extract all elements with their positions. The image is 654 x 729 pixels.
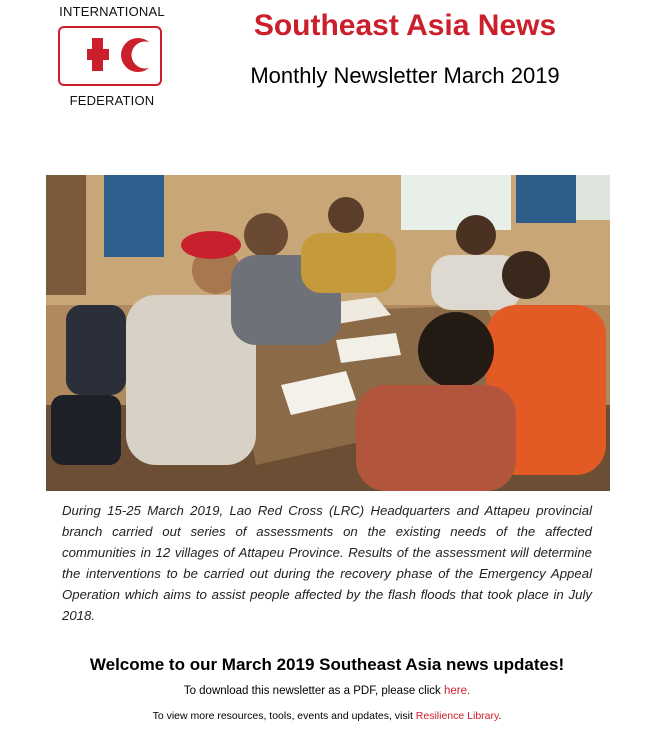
welcome-heading: Welcome to our March 2019 Southeast Asia news updates! bbox=[89, 655, 565, 674]
meeting-photo bbox=[46, 175, 610, 491]
download-pdf-link[interactable]: here. bbox=[443, 685, 471, 697]
logo-bottom-text: FEDERATION bbox=[69, 93, 155, 108]
newsletter-subtitle: Monthly Newsletter March 2019 bbox=[250, 63, 560, 88]
red-cross-crescent-icon bbox=[58, 26, 162, 86]
resilience-library-link[interactable]: Resilience Library bbox=[415, 710, 499, 722]
newsletter-title: Southeast Asia News bbox=[253, 9, 557, 42]
resources-text: To view more resources, tools, events and updates, visit bbox=[152, 710, 416, 722]
resources-suffix: . bbox=[498, 710, 502, 722]
download-text: To download this newsletter as a PDF, please click bbox=[183, 685, 444, 697]
logo-top-text: INTERNATIONAL bbox=[59, 4, 165, 19]
photo-caption: During 15-25 March 2019, Lao Red Cross (LRC) Headquarters and Attapeu provincial branch carried out series of assessments on the existing needs of the affected communities in 12 villages of Attapeu Province. Results of the assessment will determine the interventions to be carried out during the recovery phase of the Emergency Appeal Operation which aims to assist people affected by the flash floods that took place in July 2018. bbox=[62, 503, 592, 623]
download-line bbox=[0, 685, 654, 697]
resources-line bbox=[0, 710, 654, 722]
